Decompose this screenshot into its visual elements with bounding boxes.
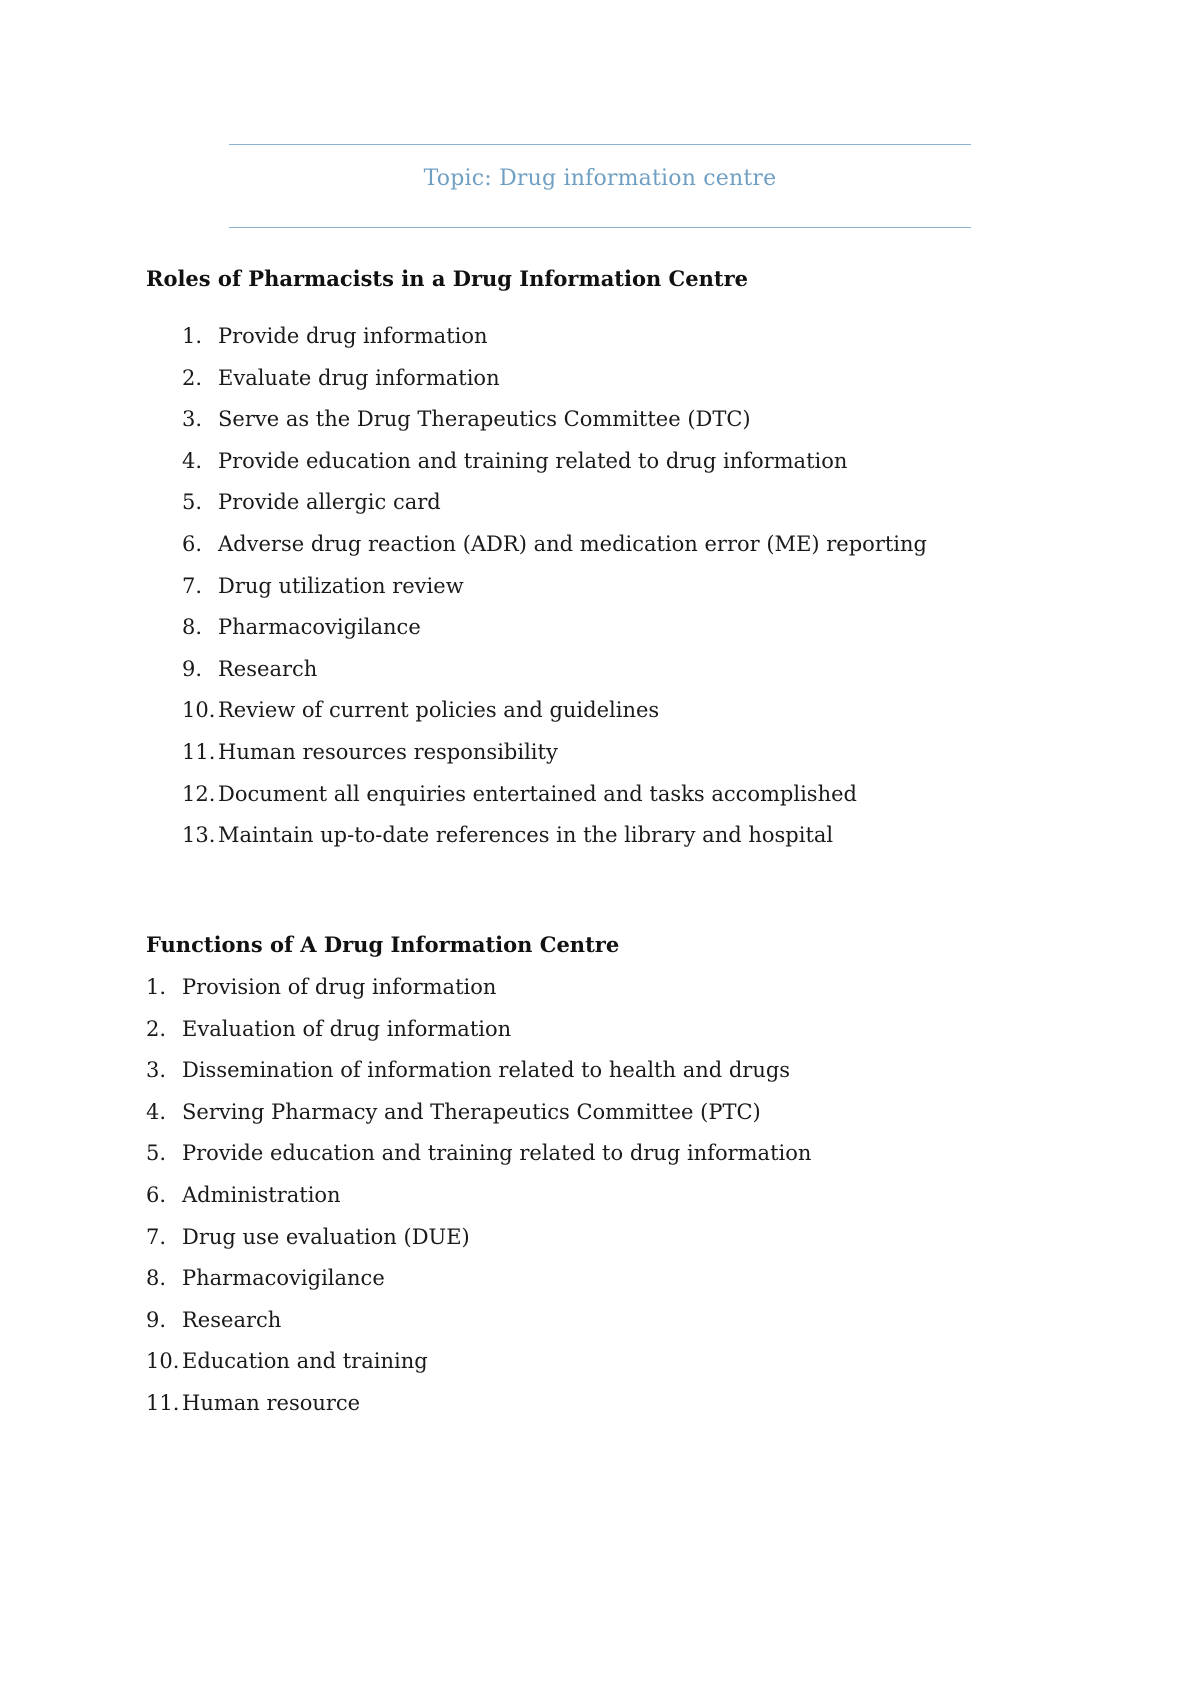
list-item-text: Provide allergic card bbox=[218, 490, 441, 515]
list-item-number: 1. bbox=[182, 324, 203, 348]
list-item-text: Human resources responsibility bbox=[218, 739, 558, 764]
list-item-text: Evaluation of drug information bbox=[182, 1016, 512, 1041]
list-item-text: Research bbox=[182, 1307, 282, 1332]
list-item-text: Drug utilization review bbox=[218, 573, 464, 598]
list-item-text: Document all enquiries entertained and tasks accomplished bbox=[218, 781, 857, 806]
list-item-number: 8. bbox=[146, 1266, 167, 1291]
list-item-text: Serve as the Drug Therapeutics Committee (DTC) bbox=[218, 407, 751, 432]
list-item-text: Review of current policies and guidelines bbox=[218, 698, 660, 723]
list-item-text: Administration bbox=[182, 1182, 341, 1207]
list-item-number: 11. bbox=[182, 739, 216, 764]
list-item-number: 4. bbox=[146, 1099, 167, 1124]
list-item-text: Provide education and training related to drug information bbox=[182, 1141, 812, 1166]
list-item-text: Provision of drug information bbox=[182, 975, 497, 999]
list-item-number: 8. bbox=[182, 615, 203, 640]
list-item-text: Provide education and training related to drug information bbox=[218, 448, 848, 473]
list-item-number: 10. bbox=[182, 698, 216, 723]
list-item-number: 11. bbox=[146, 1390, 180, 1415]
list-item-number: 7. bbox=[146, 1224, 167, 1249]
title-rule-top bbox=[229, 144, 971, 145]
list-item-number: 3. bbox=[146, 1058, 167, 1083]
list-item-number: 5. bbox=[182, 490, 203, 515]
list-item-number: 13. bbox=[182, 823, 216, 848]
list-item-text: Research bbox=[218, 656, 318, 681]
list-item-number: 2. bbox=[146, 1016, 167, 1041]
list-item-text: Pharmacovigilance bbox=[182, 1266, 385, 1291]
list-item-number: 4. bbox=[182, 448, 203, 473]
list-item-text: Education and training bbox=[182, 1349, 428, 1374]
list-item-text: Provide drug information bbox=[218, 324, 488, 348]
list-item-text: Maintain up-to-date references in the library and hospital bbox=[218, 823, 834, 848]
list-item-number: 6. bbox=[182, 531, 203, 556]
list-item-text: Human resource bbox=[182, 1390, 361, 1415]
list-item-number: 7. bbox=[182, 573, 203, 598]
list-item-number: 9. bbox=[146, 1307, 167, 1332]
list-item-number: 1. bbox=[146, 975, 167, 999]
list-item-number: 12. bbox=[182, 781, 216, 806]
functions-heading: Functions of A Drug Information Centre bbox=[146, 932, 620, 957]
title-block bbox=[229, 144, 971, 229]
list-item-number: 6. bbox=[146, 1182, 167, 1207]
title-rule-bottom bbox=[229, 227, 971, 228]
list-item-text: Serving Pharmacy and Therapeutics Committee (PTC) bbox=[182, 1099, 761, 1124]
list-item-number: 3. bbox=[182, 407, 203, 432]
list-item-text: Drug use evaluation (DUE) bbox=[182, 1224, 470, 1249]
list-item-text: Adverse drug reaction (ADR) and medication error (ME) reporting bbox=[218, 531, 927, 556]
list-item-number: 9. bbox=[182, 656, 203, 681]
list-item-text: Dissemination of information related to health and drugs bbox=[182, 1058, 791, 1083]
list-item-number: 5. bbox=[146, 1141, 167, 1166]
roles-heading: Roles of Pharmacists in a Drug Information Centre bbox=[146, 266, 749, 291]
list-item-text: Pharmacovigilance bbox=[218, 615, 421, 640]
list-item-number: 10. bbox=[146, 1349, 180, 1374]
page-title: Topic: Drug information centre bbox=[423, 166, 777, 191]
list-item-number: 2. bbox=[182, 365, 203, 390]
list-item-text: Evaluate drug information bbox=[218, 365, 500, 390]
